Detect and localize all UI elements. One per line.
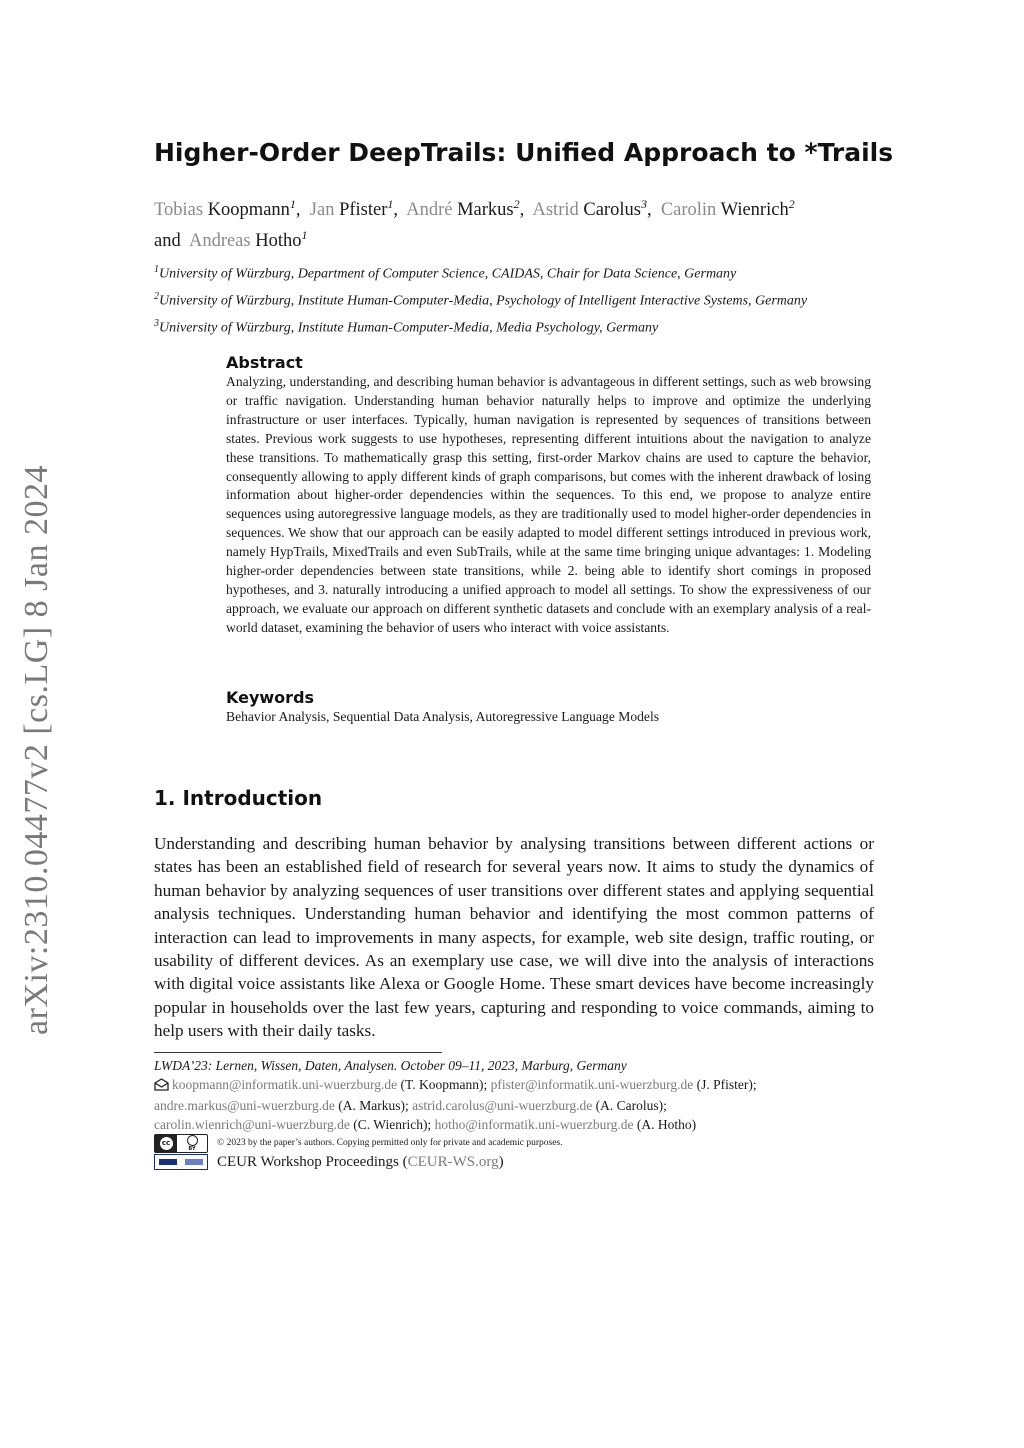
license-text: © 2023 by the paper’s authors. Copying permitted only for private and academic purposes.	[217, 1138, 563, 1148]
email-link[interactable]: astrid.carolus@uni-wuerzburg.de	[412, 1098, 593, 1113]
author-markus: André Markus$^2$	[406, 197, 520, 221]
ceur-logo-icon	[154, 1154, 208, 1170]
author-carolus: Astrid Carolus$^3$	[532, 197, 647, 221]
abstract-body: Analyzing, understanding, and describing human behavior is advantageous in different settings, such as web browsing or traffic navigation. Understanding human behavior naturally helps to improve and optimize the underlying infrastructure or user interfaces. Typically, human navigation is represented by sequences of transitions between states. Previous work suggests to use hypotheses, representing different intuitions about the navigation to analyze these transitions. To mathematically grasp this setting, first-order Markov chains are used to capture the behavior, consequently allowing to apply different kinds of graph comparisons, but comes with the inherent drawback of losing information about higher-order dependencies within the sequences. To this end, we propose to analyze entire sequences using autoregressive language models, as they are traditionally used to model higher-order dependencies in sequences. We show that our approach can be easily adapted to model different settings introduced in previous work, namely HypTrails, MixedTrails and even SubTrails, while at the same time bringing unique advantages: 1. Modeling higher-order dependencies between state transitions, while 2. being able to identify short comings in proposed hypotheses, and 3. naturally introducing a unified approach to model all settings. To show the expressiveness of our approach, we evaluate our approach on different synthetic datasets and conclude with an exemplary analysis of a real-world dataset, examining the behavior of users who interact with voice assistants.	[226, 374, 871, 635]
introduction-heading: 1. Introduction	[154, 786, 323, 810]
footnote-divider	[154, 1052, 442, 1053]
keywords-heading: Keywords	[226, 688, 315, 707]
author-wienrich: Carolin Wienrich$^2$	[660, 197, 795, 221]
proceedings-row	[154, 1152, 504, 1172]
email-link[interactable]: andre.markus@uni-wuerzburg.de	[154, 1098, 335, 1113]
paper-title: Higher-Order DeepTrails: Unified Approach to *Trails	[154, 138, 894, 167]
conference-line: LWDA’23: Lernen, Wissen, Daten, Analysen. October 09–11, 2023, Marburg, Germany	[154, 1058, 627, 1073]
email-link[interactable]: koopmann@informatik.uni-wuerzburg.de	[172, 1077, 398, 1092]
affiliation-1: $^1$University of Würzburg, Department of Computer Science, CAIDAS, Chair for Data Science, Germany	[154, 264, 737, 282]
arxiv-identifier-stamp: arXiv:2310.04477v2 [cs.LG] 8 Jan 2024	[18, 465, 55, 1035]
abstract-section	[226, 353, 871, 638]
envelope-icon	[154, 1077, 169, 1096]
creative-commons-icon: cc BY	[154, 1134, 208, 1153]
author-hotho: Andreas Hotho$^1$	[188, 228, 308, 252]
author-list: Tobias Koopmann$^1$, Jan Pfister$^1$, André Markus$^2$, Astrid Carolus$^3$, Carolin Wienrich$^2$ and Andreas Hotho$^1$	[154, 197, 795, 252]
keywords-body: Behavior Analysis, Sequential Data Analysis, Autoregressive Language Models	[226, 709, 660, 724]
ceur-ws-link[interactable]: CEUR-WS.org	[407, 1153, 499, 1170]
introduction-body: Understanding and describing human behavior by analysing transitions between different actions or states has been an established field of research for several years now. It aims to study the dynamics of human behavior by analyzing sequences of user transitions over different states and applying sequential analysis techniques. Understanding human behavior and identifying the most common patterns of interaction can lead to improvements in many aspects, for example, web site design, traffic routing, or usability of different devices. As an exemplary use case, we will dive into the analysis of interactions with digital voice assistants like Alexa or Google Home. These smart devices have become increasingly popular in households over the last few years, capturing and responding to voice commands, aiming to help users with their daily tasks.	[154, 834, 874, 1041]
abstract-heading: Abstract	[226, 353, 303, 372]
affiliation-2: $^2$University of Würzburg, Institute Human-Computer-Media, Psychology of Intelligent Interactive Systems, Germany	[154, 291, 808, 309]
email-link[interactable]: hotho@informatik.uni-wuerzburg.de	[434, 1117, 634, 1132]
email-link[interactable]: carolin.wienrich@uni-wuerzburg.de	[154, 1117, 350, 1132]
email-link[interactable]: pfister@informatik.uni-wuerzburg.de	[490, 1077, 694, 1092]
affiliation-3: $^3$University of Würzburg, Institute Human-Computer-Media, Media Psychology, Germany	[154, 318, 659, 336]
author-pfister: Jan Pfister$^1$	[309, 197, 394, 221]
author-koopmann: Tobias Koopmann$^1$	[154, 197, 296, 221]
footnote-block	[154, 1056, 894, 1134]
affiliation-list	[154, 259, 894, 340]
license-row	[154, 1133, 563, 1153]
proceedings-text: CEUR Workshop Proceedings (CEUR-WS.org)	[217, 1153, 504, 1170]
contact-lines: koopmann@informatik.uni-wuerzburg.de (T. Koopmann); pfister@informatik.uni-wuerzburg.de (J. Pfister); andre.markus@uni-wuerzburg.de (A. Markus); astrid.carolus@uni-wuerzburg.de (A. Carolus); carolin.wienrich@uni-wuerzburg.de (C. Wienrich); hotho@informatik.uni-wuerzburg.de (A. Hotho)	[154, 1077, 757, 1132]
keywords-section	[226, 688, 871, 727]
